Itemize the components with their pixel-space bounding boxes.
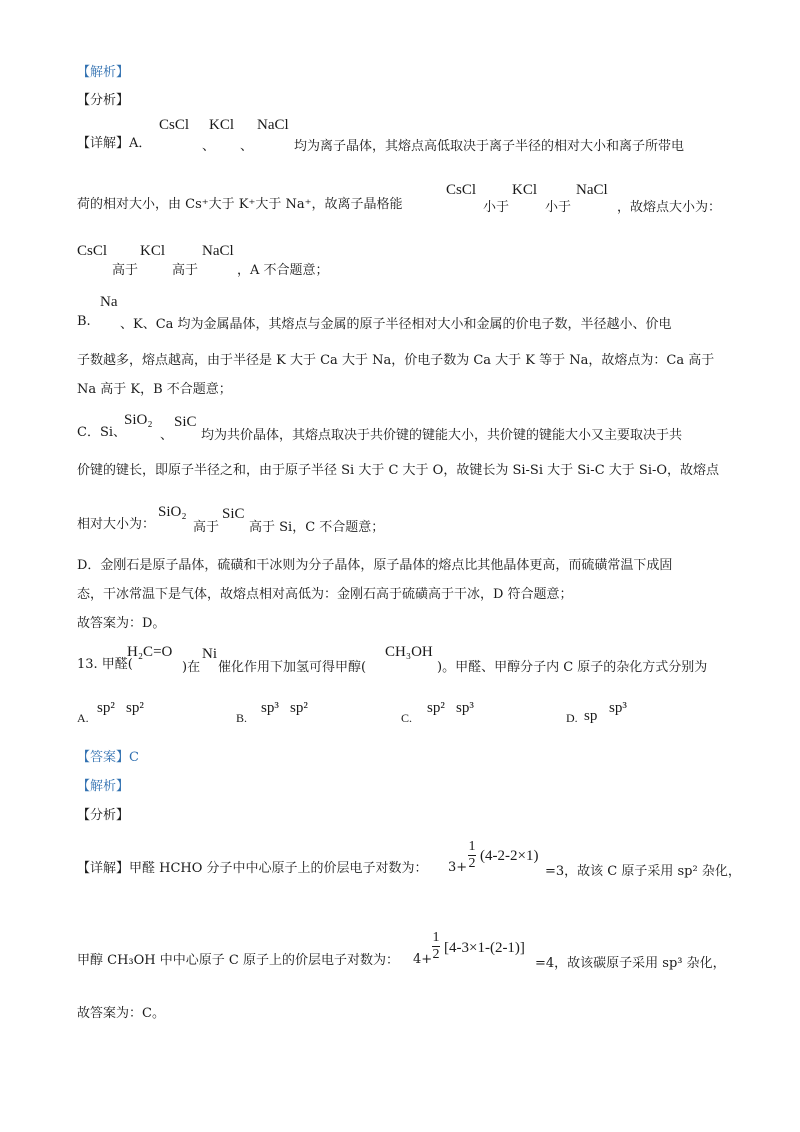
less-than: 小于	[483, 200, 510, 215]
option-c-text-3: 相对大小为：	[77, 517, 156, 532]
fraction-half	[466, 839, 478, 872]
formula-kcl: KCl	[140, 243, 166, 259]
detail-1-text: 【详解】甲醛 HCHO 分子中中心原子上的价层电子对数为：	[77, 861, 428, 876]
option-a-text-2-end: ，故熔点大小为：	[617, 200, 722, 215]
option-b-label: B.	[77, 314, 91, 329]
option-d-label[interactable]: D.	[566, 711, 578, 725]
option-c-text-1: 均为共价晶体，其熔点取决于共价键的键能大小，共价键的键能大小又主要取决于共	[201, 428, 683, 443]
detail-1-formula: (4-2-2×1)	[480, 848, 539, 864]
option-d-text-2: 态，干冰常温下是气体，故熔点相对高低为：金刚石高于硫磺高于干冰，D 符合题意；	[77, 587, 573, 602]
fraction-denominator: 2	[432, 947, 440, 962]
question-13-mid2: 催化作用下加氢可得甲醇(	[218, 660, 367, 675]
option-b-text-1: 、K、Ca 均为金属晶体，其熔点与金属的原子半径相对大小和金属的价电子数，半径越小、价电	[120, 317, 672, 332]
fraction-numerator: 1	[468, 839, 476, 854]
detail-2-text: 甲醇 CH₃OH 中中心原子 C 原子上的价层电子对数为：	[77, 953, 399, 968]
answer-12: 故答案为：D。	[77, 616, 166, 631]
option-c-label[interactable]: C.	[401, 711, 413, 725]
separator: 、	[202, 139, 216, 154]
option-a-value-1: sp²	[97, 700, 115, 716]
formula-cscl: CsCl	[446, 182, 477, 198]
formula-sio2: SiO₂	[124, 412, 153, 428]
option-c-label: C．Si、	[77, 425, 127, 440]
formula-sic: SiC	[222, 506, 245, 522]
formula-ni: Ni	[202, 646, 217, 662]
fraction-half	[430, 930, 442, 963]
formula-kcl: KCl	[512, 182, 538, 198]
separator: 、	[240, 139, 254, 154]
option-c-value-2: sp³	[456, 700, 474, 716]
less-than: 小于	[545, 200, 572, 215]
option-d-value-2: sp³	[609, 700, 627, 716]
detail-1-formula-pre: 3+	[448, 860, 468, 875]
option-a-text-2: 荷的相对大小，由 Cs⁺大于 K⁺大于 Na⁺，故离子晶格能	[77, 197, 403, 212]
greater-than: 高于	[112, 263, 139, 278]
answer-label: 【答案】C	[77, 750, 139, 765]
fraction-numerator: 1	[432, 930, 440, 945]
formula-nacl: NaCl	[576, 182, 608, 198]
option-a-text-1: 均为离子晶体，其熔点高低取决于离子半径的相对大小和离子所带电	[294, 139, 685, 154]
option-b-text-3: Na 高于 K，B 不合题意；	[77, 382, 232, 397]
formula-cscl: CsCl	[77, 243, 108, 259]
option-a-label[interactable]: A.	[77, 711, 89, 725]
question-13-end: )。甲醛、甲醇分子内 C 原子的杂化方式分别为	[437, 660, 708, 675]
analysis-heading: 【分析】	[77, 93, 130, 108]
detail-2-end: =4，故该碳原子采用 sp³ 杂化，	[535, 956, 726, 971]
separator: 、	[160, 428, 174, 443]
greater-than: 高于	[193, 520, 220, 535]
option-d-value-1: sp	[584, 708, 598, 724]
option-c-text-2: 价键的键长，即原子半径之和，由于原子半径 Si 大于 C 大于 O，故键长为 Si-Si 大于 Si-C 大于 Si-O，故熔点	[77, 463, 720, 478]
option-c-value-1: sp²	[427, 700, 445, 716]
fraction-denominator: 2	[468, 856, 476, 871]
analysis-heading: 【分析】	[77, 808, 130, 823]
formula-sio2: SiO₂	[158, 504, 187, 520]
answer-13: 故答案为：C。	[77, 1006, 165, 1021]
option-b-value-2: sp²	[290, 700, 308, 716]
detail-2-formula-pre: 4+	[413, 952, 433, 967]
analysis-label: 【解析】	[77, 779, 130, 794]
option-b-label[interactable]: B.	[236, 711, 248, 725]
option-b-text-2: 子数越多，熔点越高，由于半径是 K 大于 Ca 大于 Na，价电子数为 Ca 大于 K 等于 Na，故熔点为：Ca 高于	[77, 353, 715, 368]
question-13-mid: )在	[182, 660, 201, 675]
formula-nacl: NaCl	[202, 243, 234, 259]
option-b-value-1: sp³	[261, 700, 279, 716]
detail-2-formula: [4-3×1-(2-1)]	[444, 940, 525, 956]
formula-ch3oh: CH₃OH	[385, 644, 433, 660]
detail-1-end: =3，故该 C 原子采用 sp² 杂化，	[545, 864, 741, 879]
option-d-text-1: D．金刚石是原子晶体，硫磺和干冰则为分子晶体，原子晶体的熔点比其他晶体更高，而硫磺常温下成固	[77, 558, 673, 573]
formula-h2co: H₂C=O	[127, 644, 173, 660]
formula-na: Na	[100, 294, 118, 310]
option-c-text-3-end: 高于 Si，C 不合题意；	[249, 520, 385, 535]
formula-sic: SiC	[174, 414, 197, 430]
greater-than: 高于	[172, 263, 199, 278]
option-a-text-3-end: ，A 不合题意；	[237, 263, 329, 278]
formula-kcl: KCl	[209, 117, 235, 133]
detail-a-label: 【详解】A．	[77, 136, 152, 151]
formula-nacl: NaCl	[257, 117, 289, 133]
question-13-start: 13. 甲醛(	[77, 657, 133, 672]
option-a-value-2: sp²	[126, 700, 144, 716]
formula-cscl: CsCl	[159, 117, 190, 133]
analysis-label: 【解析】	[77, 65, 130, 80]
